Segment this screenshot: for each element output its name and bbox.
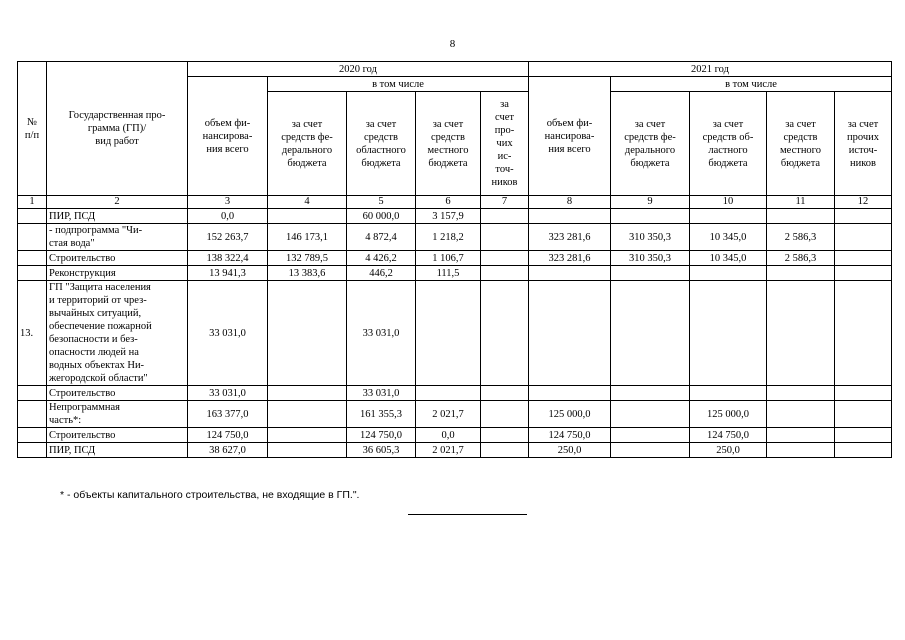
col-number: 12 <box>835 196 892 209</box>
header-c4: за счет средств фе- дерального бюджета <box>268 92 347 196</box>
col-number: 2 <box>47 196 188 209</box>
row-name: ПИР, ПСД <box>47 443 188 458</box>
row-value <box>767 443 835 458</box>
col-number: 9 <box>611 196 690 209</box>
closing-rule <box>408 514 527 515</box>
row-value <box>767 428 835 443</box>
row-value: 138 322,4 <box>188 251 268 266</box>
header-incl-2020: в том числе <box>268 77 529 92</box>
row-value <box>481 428 529 443</box>
row-value <box>611 281 690 386</box>
row-value: 125 000,0 <box>690 401 767 428</box>
row-value <box>611 428 690 443</box>
row-value: 146 173,1 <box>268 224 347 251</box>
financing-table <box>17 61 892 458</box>
row-value: 33 031,0 <box>347 281 416 386</box>
row-name: ГП "Защита населения и территорий от чрез- вычайных ситуаций, обеспечение пожарной безопасности и без- опасности людей на водных объектах Ни- жегородской области" <box>47 281 188 386</box>
row-value <box>529 386 611 401</box>
row-value: 1 106,7 <box>416 251 481 266</box>
row-value: 310 350,3 <box>611 251 690 266</box>
row-value <box>690 281 767 386</box>
header-c8: объем фи- нансирова- ния всего <box>529 77 611 196</box>
header-c3: объем фи- нансирова- ния всего <box>188 77 268 196</box>
row-value <box>268 443 347 458</box>
row-value: 33 031,0 <box>188 386 268 401</box>
row-value <box>835 401 892 428</box>
row-value: 4 426,2 <box>347 251 416 266</box>
row-value: 111,5 <box>416 266 481 281</box>
row-value <box>268 386 347 401</box>
header-year-2020: 2020 год <box>188 62 529 77</box>
row-value <box>529 281 611 386</box>
row-value: 2 586,3 <box>767 251 835 266</box>
row-value <box>767 281 835 386</box>
row-number <box>18 428 47 443</box>
header-c5: за счет средств областного бюджета <box>347 92 416 196</box>
row-value: 13 383,6 <box>268 266 347 281</box>
row-value <box>835 428 892 443</box>
header-c10: за счет средств об- ластного бюджета <box>690 92 767 196</box>
row-value: 310 350,3 <box>611 224 690 251</box>
row-number <box>18 209 47 224</box>
row-number <box>18 251 47 266</box>
table-row <box>18 224 892 251</box>
row-value <box>416 386 481 401</box>
table-row <box>18 386 892 401</box>
row-value <box>529 266 611 281</box>
row-value: 2 021,7 <box>416 401 481 428</box>
row-value <box>268 209 347 224</box>
row-value <box>690 386 767 401</box>
row-value <box>835 251 892 266</box>
row-value: 152 263,7 <box>188 224 268 251</box>
row-name: Строительство <box>47 386 188 401</box>
header-year-2021: 2021 год <box>529 62 892 77</box>
row-value <box>481 401 529 428</box>
row-value <box>481 281 529 386</box>
row-value: 250,0 <box>690 443 767 458</box>
header-c6: за счет средств местного бюджета <box>416 92 481 196</box>
row-value: 33 031,0 <box>347 386 416 401</box>
table-row <box>18 266 892 281</box>
table-row <box>18 251 892 266</box>
row-value: 0,0 <box>416 428 481 443</box>
col-number: 6 <box>416 196 481 209</box>
col-number: 10 <box>690 196 767 209</box>
header-program: Государственная про- грамма (ГП)/ вид работ <box>47 62 188 196</box>
header-num: № п/п <box>18 62 47 196</box>
row-value: 3 157,9 <box>416 209 481 224</box>
row-value: 38 627,0 <box>188 443 268 458</box>
header-c9: за счет средств фе- дерального бюджета <box>611 92 690 196</box>
column-numbers-row <box>18 196 892 209</box>
table-row <box>18 443 892 458</box>
row-value <box>529 209 611 224</box>
table-row <box>18 428 892 443</box>
row-value: 124 750,0 <box>529 428 611 443</box>
row-value <box>611 401 690 428</box>
row-value <box>481 209 529 224</box>
header-incl-2021: в том числе <box>611 77 892 92</box>
row-number <box>18 443 47 458</box>
row-number <box>18 224 47 251</box>
row-value <box>268 281 347 386</box>
row-name: Строительство <box>47 428 188 443</box>
row-value <box>416 281 481 386</box>
row-value <box>268 428 347 443</box>
row-value <box>481 224 529 251</box>
row-name: Непрограммная часть*: <box>47 401 188 428</box>
row-value: 446,2 <box>347 266 416 281</box>
row-value: 2 586,3 <box>767 224 835 251</box>
header-c11: за счет средств местного бюджета <box>767 92 835 196</box>
row-value: 13 941,3 <box>188 266 268 281</box>
col-number: 1 <box>18 196 47 209</box>
row-value <box>481 266 529 281</box>
row-value: 124 750,0 <box>188 428 268 443</box>
row-value <box>611 266 690 281</box>
footnote: * - объекты капитального строительства, не входящие в ГП.". <box>60 489 360 501</box>
row-value <box>690 209 767 224</box>
table-row <box>18 401 892 428</box>
row-value: 36 605,3 <box>347 443 416 458</box>
row-value <box>611 443 690 458</box>
row-value <box>611 209 690 224</box>
row-name: ПИР, ПСД <box>47 209 188 224</box>
col-number: 4 <box>268 196 347 209</box>
row-number <box>18 401 47 428</box>
col-number: 7 <box>481 196 529 209</box>
row-value: 323 281,6 <box>529 224 611 251</box>
row-value: 60 000,0 <box>347 209 416 224</box>
row-value <box>767 266 835 281</box>
row-value: 4 872,4 <box>347 224 416 251</box>
table-row <box>18 209 892 224</box>
row-value: 124 750,0 <box>347 428 416 443</box>
row-value <box>690 266 767 281</box>
col-number: 5 <box>347 196 416 209</box>
col-number: 8 <box>529 196 611 209</box>
row-value: 10 345,0 <box>690 251 767 266</box>
row-name: Строительство <box>47 251 188 266</box>
row-value: 250,0 <box>529 443 611 458</box>
row-name: - подпрограмма "Чи- стая вода" <box>47 224 188 251</box>
row-name: Реконструкция <box>47 266 188 281</box>
row-value <box>835 281 892 386</box>
table-row <box>18 281 892 386</box>
row-value <box>835 209 892 224</box>
row-value <box>767 209 835 224</box>
row-number <box>18 266 47 281</box>
row-number: 13. <box>18 281 47 386</box>
row-value: 33 031,0 <box>188 281 268 386</box>
row-value <box>611 386 690 401</box>
col-number: 3 <box>188 196 268 209</box>
row-value <box>481 251 529 266</box>
row-value <box>767 401 835 428</box>
row-value <box>835 224 892 251</box>
row-value <box>835 443 892 458</box>
row-value: 125 000,0 <box>529 401 611 428</box>
row-value <box>481 386 529 401</box>
row-value: 163 377,0 <box>188 401 268 428</box>
row-value <box>835 266 892 281</box>
header-c12: за счет прочих источ- ников <box>835 92 892 196</box>
row-value: 323 281,6 <box>529 251 611 266</box>
page-number: 8 <box>449 38 456 50</box>
row-value: 161 355,3 <box>347 401 416 428</box>
row-number <box>18 386 47 401</box>
row-value: 2 021,7 <box>416 443 481 458</box>
row-value: 0,0 <box>188 209 268 224</box>
row-value: 10 345,0 <box>690 224 767 251</box>
col-number: 11 <box>767 196 835 209</box>
row-value <box>268 401 347 428</box>
row-value: 132 789,5 <box>268 251 347 266</box>
row-value: 124 750,0 <box>690 428 767 443</box>
header-c7: за счет про- чих ис- точ- ников <box>481 92 529 196</box>
row-value <box>835 386 892 401</box>
row-value <box>481 443 529 458</box>
row-value: 1 218,2 <box>416 224 481 251</box>
row-value <box>767 386 835 401</box>
